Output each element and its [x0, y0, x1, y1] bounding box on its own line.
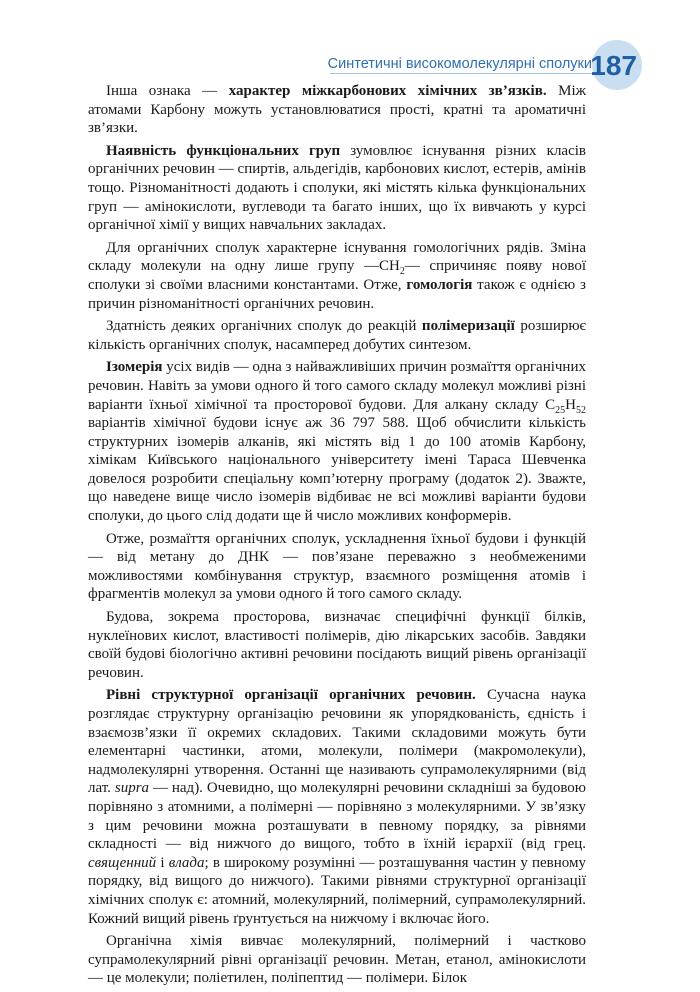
- header-rule: [330, 73, 604, 74]
- bold-term: Наявність функціональних груп: [106, 142, 341, 159]
- text-run: Отже, розмаїття органічних сполук, ускладнення їхньої будови і функцій — від метану до ДНК — пов’язане переважно з необмеженими можливостями комбінування структур, взаємного розміщення атомів і фрагментів молекул за умови одного й того самого складу.: [88, 530, 586, 603]
- text-run: варіантів хімічної будови існує аж 36 797 588. Щоб обчислити кількість структурних ізомерів алканів, які містять від 1 до 100 атомів Карбону, хімікам Київського національного університету імені Тараса Шевченка довелося розробити спеціальну комп’ютерну програму (додаток 2). Зважте, що наведене вище число ізомерів відбиває не всі можливі варіанти будови сполуки, до цього слід додати ще й число можливих конформерів.: [88, 415, 586, 525]
- text-run: і: [156, 854, 169, 871]
- text-run: Будова, зокрема просторова, визначає специфічні функції білків, нуклеїнових кислот, властивості полімерів, дію лікарських засобів. Завдяки своїй будові біологічно активні речовини посідають вищий рівень організації речовин.: [88, 609, 586, 681]
- italic-term: влада: [168, 854, 205, 871]
- text-run: зумовлює існування різних класів органічних речовин — спиртів, альдегідів, карбонових кислот, естерів, амінів тощо. Різноманітності додають і сполуки, які містять кілька функціональних груп — амінокислоти, вуглеводи та багато інших, що їх вивчають у курсі органічної хімії у вищих навчальних закладах.: [88, 142, 586, 234]
- text-run: також є однією з причин різноманітності органічних речовин.: [88, 276, 586, 312]
- paragraph: [88, 608, 586, 682]
- paragraph: [88, 358, 586, 525]
- paragraph: [88, 530, 586, 604]
- running-title: Синтетичні високомолекулярні сполуки: [327, 56, 592, 72]
- bold-term: полімеризації: [421, 318, 515, 335]
- text-run: — спричиняє появу нової сполуки зі своїми власними константами. Отже,: [88, 258, 586, 293]
- text-run: Органічна хімія вивчає молекулярний, полімерний і частково супрамолекулярний рівні організації речовин. Метан, етанол, амінокислоти — це молекули; поліетилен, поліпептид — полімери. Білок: [88, 933, 586, 987]
- italic-term: священний: [88, 854, 157, 871]
- paragraph: [88, 239, 586, 313]
- bold-term: Рівні структурної організації органічних речовин.: [106, 687, 476, 704]
- text-run: Між атомами Карбону можуть установлюватися прості, кратні та ароматичні зв’язки.: [88, 83, 587, 137]
- paragraph: [88, 142, 586, 235]
- bold-term: Ізомерія: [106, 359, 163, 376]
- page-number: 187: [590, 50, 637, 81]
- italic-term: supra: [114, 780, 150, 797]
- bold-term: характер міжкарбонових хімічних зв’язків.: [228, 83, 547, 99]
- text-run: H: [565, 396, 576, 413]
- subscript: 25: [555, 404, 566, 416]
- paragraph: [88, 686, 586, 928]
- text-run: — над). Очевидно, що молекулярні речовини складніші за будовою порівняно з атомними, а полімерні — порівняно з молекулярними. У зв’язку з цим речовини можна розташувати в певному порядку, за рівнями складності — від нижчого до вищого, тобто в їхній ієрархії (від грец.: [88, 780, 587, 853]
- text-run: Інша ознака —: [106, 83, 229, 99]
- text-run: Сучасна наука розглядає структурну організацію речовини як упорядкованість, єдність і взаємозв’язки її окремих складових. Такими складовими можуть бути елементарні частинки, атоми, молекули, полімери (макромолекули), надмолекулярні утворення. Останні ще називають супрамолекулярними (від лат.: [88, 687, 586, 797]
- text-run: розширює кількість органічних сполук, насамперед добутих синтезом.: [88, 318, 586, 353]
- text-run: Для органічних сполук характерне існування гомологічних рядів. Зміна складу молекули на одну лише групу —CH: [88, 239, 586, 275]
- paragraph: [88, 932, 586, 988]
- text-run: усіх видів — одна з найважливіших причин розмаїття органічних речовин. Навіть за умови одного й того самого складу молекул можливі різні варіанти їхньої хімічної та просторової будови. Для алкану складу C: [88, 359, 586, 413]
- subscript: 52: [576, 404, 586, 416]
- bold-term: гомологія: [406, 276, 473, 293]
- paragraph: [88, 82, 586, 138]
- paragraph: [88, 317, 586, 354]
- text-run: ; в широкому розумінні — розташування частин у певному порядку, від вищого до нижчого). Такими рівнями структурної організації хімічних сполук є: атомний, молекулярний, полімерний, супрамолекулярний. Кожний вищий рівень ґрунтується на нижчому і включає його.: [88, 854, 586, 927]
- body-text: [88, 82, 586, 992]
- subscript: 2: [399, 266, 405, 278]
- text-run: Здатність деяких органічних сполук до реакцій: [106, 318, 422, 335]
